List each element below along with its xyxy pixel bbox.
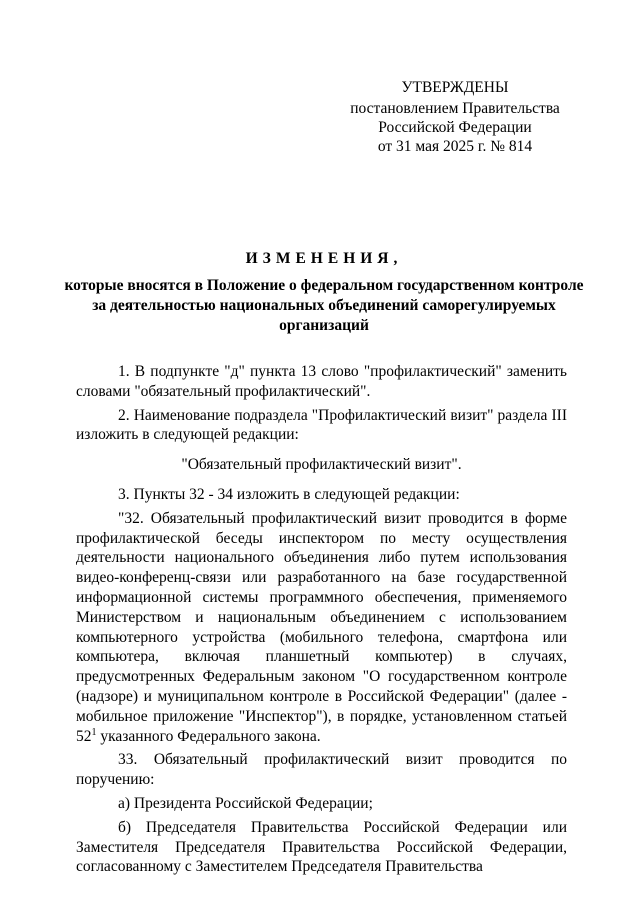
paragraph-6: а) Президента Российской Федерации; bbox=[118, 794, 373, 812]
approval-line-2: Российской Федерации bbox=[378, 119, 532, 136]
paragraph-5: 33. Обязательный профилактический визит проводится по поручению: bbox=[76, 751, 567, 789]
approval-line-1: постановлением Правительства bbox=[350, 100, 560, 117]
paragraph-2-quote: "Обязательный профилактический визит". bbox=[181, 456, 462, 474]
paragraph-4-end: указанного Федерального закона. bbox=[96, 727, 321, 745]
document-body bbox=[76, 362, 567, 877]
paragraph-4 bbox=[76, 509, 567, 747]
document-subtitle: которые вносятся в Положение о федеральном государственном контроле за деятельностью национальных объединений саморегулируемых организаций bbox=[64, 277, 584, 334]
paragraph-7: б) Председателя Правительства Российской Федерации или Заместителя Председателя Правительства Российской Федерации, согласованному с Заместителем Председателя Правительства bbox=[76, 818, 567, 876]
paragraph-1: 1. В подпункте "д" пункта 13 слово "профилактический" заменить словами "обязательный профилактический". bbox=[76, 363, 567, 400]
approval-line-3: от 31 мая 2025 г. № 814 bbox=[377, 138, 533, 155]
paragraph-2: 2. Наименование подраздела "Профилактический визит" раздела III изложить в следующей редакции: bbox=[76, 406, 567, 444]
title-block bbox=[60, 250, 588, 336]
approval-block bbox=[330, 78, 580, 156]
paragraph-4-text: "32. Обязательный профилактический визит проводится в форме профилактической беседы инспектором по месту осуществления деятельности национального объединения либо путем использования видео-конференц-связи или разработанного на базе государственной информационной системы программного обеспечения, применяемого Министерством и национальным объединением с использованием компьютерного устройства (мобильного телефона, смартфона или компьютера, включая планшетный компьютер) в случаях, предусмотренных Федеральным законом "О государственном контроле (надзоре) и муниципальном контроле в Российской Федерации" (далее - мобильное приложение "Инспектор"), в порядке, установленном статьей 52 bbox=[76, 509, 567, 745]
paragraph-4-superscript: 1 bbox=[91, 726, 97, 738]
document-title: ИЗМЕНЕНИЯ, bbox=[245, 250, 403, 267]
approval-heading: УТВЕРЖДЕНЫ bbox=[401, 79, 509, 96]
paragraph-3: 3. Пункты 32 - 34 изложить в следующей редакции: bbox=[118, 485, 460, 503]
